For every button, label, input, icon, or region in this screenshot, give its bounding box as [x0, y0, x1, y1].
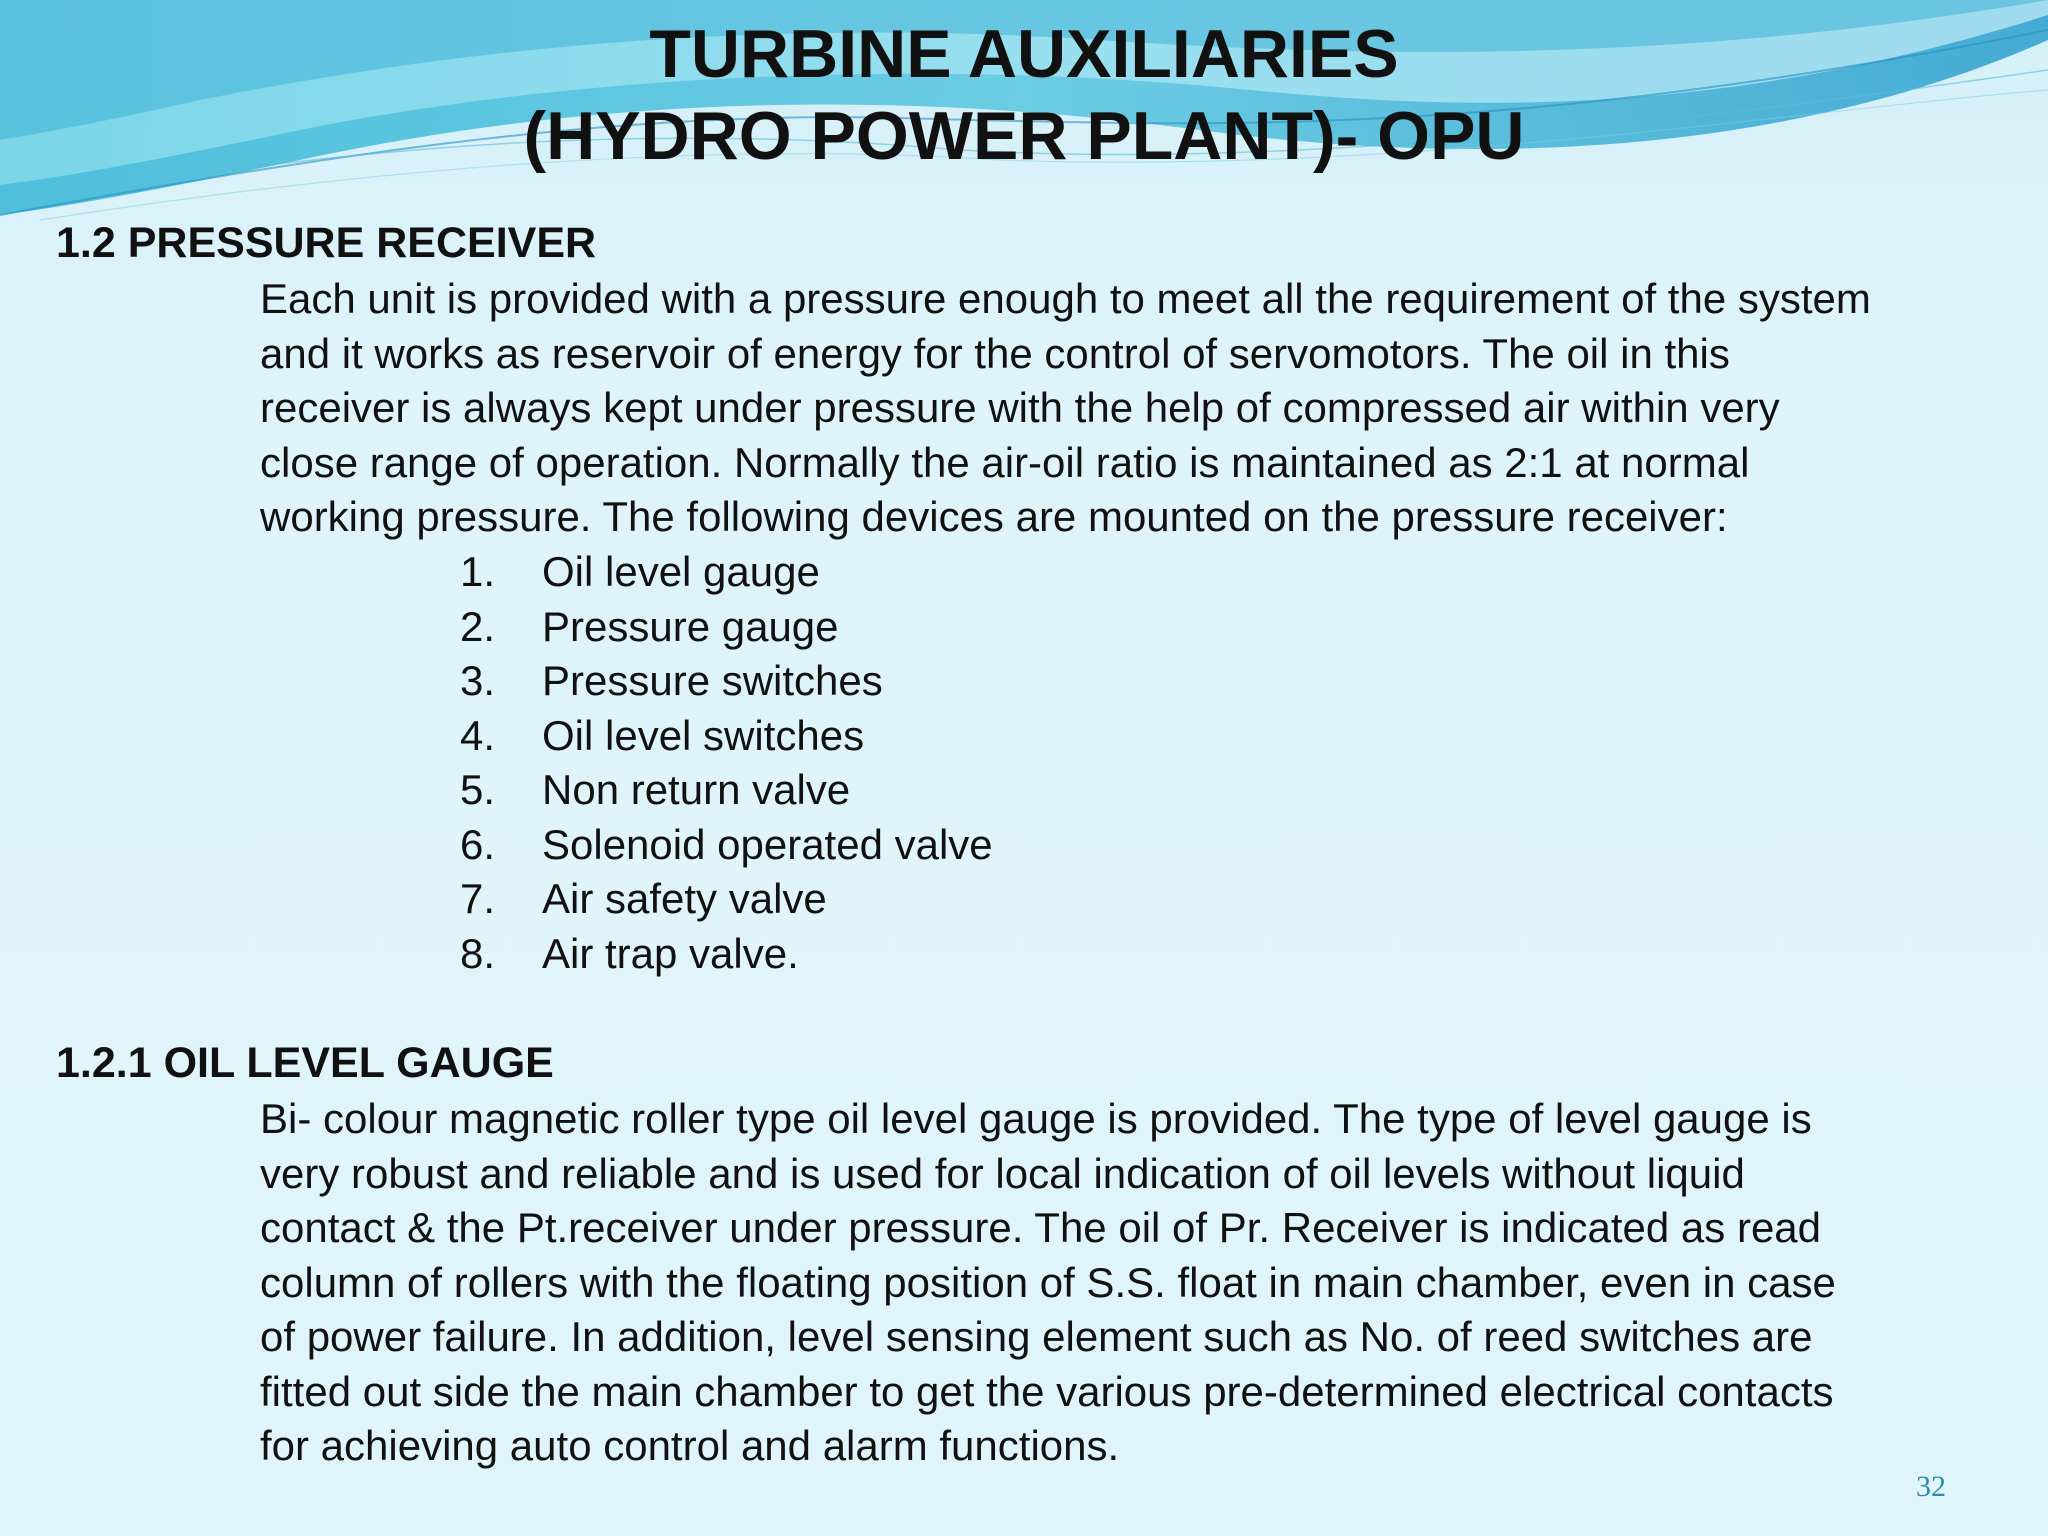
list-item-label: Oil level switches — [542, 711, 865, 759]
page-number: 32 — [1916, 1470, 1946, 1503]
slide-title-line-1: TURBINE AUXILIARIES — [649, 16, 1399, 92]
list-item-number: 1. — [460, 548, 496, 595]
list-item — [460, 818, 993, 873]
list-item-number: 3. — [460, 657, 496, 704]
pressure-receiver-paragraph — [260, 272, 2020, 545]
paragraph-line: very robust and reliable and is used for local indication of oil levels without liquid — [260, 1149, 1745, 1197]
slide-title-line-2: (HYDRO POWER PLANT)- OPU — [523, 98, 1525, 174]
paragraph-line: fitted out side the main chamber to get the various pre-determined electrical contacts — [260, 1367, 1834, 1415]
list-item-label: Non return valve — [542, 766, 851, 813]
paragraph-line: Each unit is provided with a pressure enough to meet all the requirement of the system — [260, 275, 1871, 322]
paragraph-line: receiver is always kept under pressure with the help of compressed air within very — [260, 384, 1780, 431]
section-heading-pressure-receiver: 1.2 PRESSURE RECEIVER — [56, 219, 597, 267]
list-item-label: Oil level gauge — [542, 548, 820, 595]
list-item-number: 6. — [460, 820, 496, 868]
list-item-number: 7. — [460, 875, 496, 922]
list-item-number: 8. — [460, 929, 496, 977]
paragraph-line: for achieving auto control and alarm functions. — [260, 1422, 1120, 1469]
list-item — [460, 927, 993, 982]
list-item — [460, 709, 993, 764]
device-list — [460, 545, 993, 981]
list-item-label: Air safety valve — [542, 875, 827, 922]
list-item-label: Solenoid operated valve — [542, 820, 993, 868]
list-item-label: Pressure gauge — [542, 602, 839, 650]
paragraph-line: working pressure. The following devices are mounted on the pressure receiver: — [260, 493, 1728, 540]
list-item — [460, 600, 993, 655]
paragraph-line: Bi- colour magnetic roller type oil level gauge is provided. The type of level gauge is — [260, 1095, 1812, 1142]
paragraph-line: contact & the Pt.receiver under pressure. The oil of Pr. Receiver is indicated as read — [260, 1204, 1822, 1251]
paragraph-line: of power failure. In addition, level sensing element such as No. of reed switches are — [260, 1313, 1813, 1360]
list-item — [460, 872, 993, 927]
list-item-label: Air trap valve. — [542, 929, 799, 977]
paragraph-line: column of rollers with the floating position of S.S. float in main chamber, even in case — [260, 1258, 1836, 1306]
list-item-number: 2. — [460, 602, 496, 650]
list-item-number: 5. — [460, 766, 496, 813]
list-item — [460, 654, 993, 709]
paragraph-line: and it works as reservoir of energy for the control of servomotors. The oil in this — [260, 329, 1730, 377]
list-item — [460, 545, 993, 600]
paragraph-line: close range of operation. Normally the air-oil ratio is maintained as 2:1 at normal — [260, 438, 1750, 486]
list-item-label: Pressure switches — [542, 657, 883, 704]
list-item-number: 4. — [460, 711, 496, 759]
section-heading-oil-level-gauge: 1.2.1 OIL LEVEL GAUGE — [56, 1039, 554, 1087]
oil-level-gauge-paragraph — [260, 1092, 2020, 1474]
list-item — [460, 763, 993, 818]
